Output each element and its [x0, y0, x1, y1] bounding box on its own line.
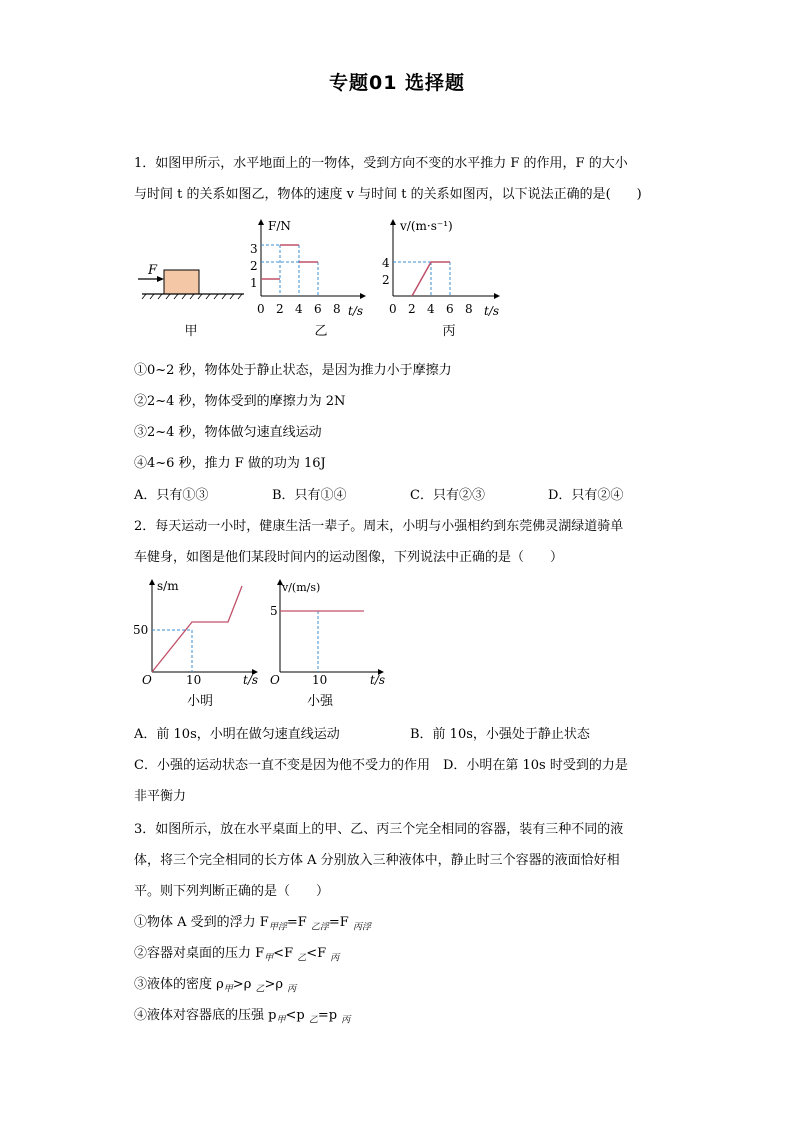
tick-x-4: 4 — [295, 302, 303, 316]
guide-lines — [261, 245, 318, 296]
tick-x-8: 8 — [465, 302, 473, 316]
caption-xiaoqiang: 小强 — [306, 694, 333, 709]
q1-figure-jia — [134, 260, 246, 306]
force-arrow-head — [157, 276, 164, 282]
tick-x-6: 6 — [314, 302, 322, 316]
q1-text-line1: 1．如图甲所示，水平地面上的一物体，受到方向不变的水平推力 F 的作用，F 的大小 — [134, 156, 628, 171]
q2-option-c-d[interactable]: C．小强的运动状态一直不变是因为他不受力的作用 D．小明在第 10s 时受到的力是 — [134, 758, 628, 773]
q2-figure-xiaoming — [130, 574, 262, 686]
y-axis-label: F/N — [268, 219, 291, 233]
force-graph — [261, 245, 318, 279]
tick-y-2: 2 — [250, 259, 258, 273]
q2-option-d-continued: 非平衡力 — [134, 789, 187, 804]
q1-option-c[interactable]: C．只有②③ — [410, 488, 485, 503]
x-arrow — [494, 293, 500, 299]
q2-option-b[interactable]: B．前 10s，小强处于静止状态 — [410, 727, 590, 742]
y-axis-label: s/m — [157, 579, 179, 593]
caption-bing: 丙 — [442, 324, 456, 339]
origin-label: O — [270, 673, 280, 686]
caption-yi: 乙 — [314, 324, 328, 339]
q1-option-a[interactable]: A．只有①③ — [134, 488, 209, 503]
q3-text-line2: 体，将三个完全相同的长方体 A 分别放入三种液体中，静止时三个容器的液面恰好相 — [134, 853, 620, 868]
q1-option-d[interactable]: D．只有②④ — [548, 488, 624, 503]
ground-hatch — [142, 294, 242, 299]
tick-y-2: 2 — [382, 273, 390, 287]
tick-x-8: 8 — [333, 302, 341, 316]
origin-label: O — [142, 673, 152, 686]
q3-statement-1: ①物体 A 受到的浮力 $F_{甲浮}=F$ $_{乙浮}$=F $_{丙浮}$ — [134, 915, 371, 933]
q3-text-line3: 平。则下列判断正确的是（ ） — [134, 884, 330, 899]
q3-statement-4: ④液体对容器底的压强 $p_甲<p$ $_乙$=p $_丙$ — [134, 1008, 351, 1026]
tick-x-6: 6 — [446, 302, 454, 316]
x-arrow — [360, 293, 366, 299]
block-a — [164, 270, 199, 294]
tick-x-0: 0 — [389, 302, 397, 316]
tick-y-1: 1 — [250, 276, 258, 290]
x-axis-label: t/s — [370, 673, 386, 686]
tick-x-2: 2 — [408, 302, 416, 316]
tick-x-2: 2 — [276, 302, 284, 316]
tick-x-4: 4 — [427, 302, 435, 316]
tick-y-4: 4 — [382, 256, 390, 270]
tick-x-10: 10 — [186, 673, 202, 686]
q2-figure-xiaoqiang — [262, 574, 388, 686]
q3-text-line1: 3．如图所示，放在水平桌面上的甲、乙、丙三个完全相同的容器，装有三种不同的液 — [134, 822, 624, 837]
q1-statement-4: ④4~6 秒，推力 F 做的功为 16J — [134, 456, 326, 471]
y-axis-label: v/(m/s) — [282, 581, 321, 594]
tick-y-5: 5 — [270, 604, 278, 618]
displacement-graph — [152, 586, 242, 672]
y-arrow — [390, 219, 396, 225]
q2-text-line1: 2．每天运动一小时，健康生活一辈子。周末，小明与小强相约到东莞佛灵湖绿道骑单 — [134, 519, 624, 534]
tick-y-3: 3 — [250, 242, 258, 256]
y-arrow — [258, 219, 264, 225]
q1-figure-bing — [380, 214, 506, 322]
caption-jia: 甲 — [184, 324, 198, 339]
tick-x-0: 0 — [257, 302, 265, 316]
page-title: 专题01 选择题 — [328, 72, 466, 94]
y-axis-label: v/(m·s⁻¹) — [400, 219, 453, 233]
q1-statement-1: ①0~2 秒，物体处于静止状态，是因为推力小于摩擦力 — [134, 363, 452, 378]
q2-option-a[interactable]: A．前 10s，小明在做匀速直线运动 — [134, 727, 340, 742]
tick-x-10: 10 — [312, 673, 328, 686]
q1-text-line2: 与时间 t 的关系如图乙，物体的速度 v 与时间 t 的关系如图丙，以下说法正确的是( ) — [134, 187, 642, 202]
y-arrow — [149, 579, 155, 585]
q1-option-b[interactable]: B．只有①④ — [272, 488, 347, 503]
q1-statement-3: ③2~4 秒，物体做匀速直线运动 — [134, 425, 322, 440]
x-axis-label: t/s — [484, 304, 500, 318]
guide-lines — [152, 630, 192, 672]
tick-y-50: 50 — [133, 623, 149, 637]
force-label: F — [148, 263, 158, 278]
caption-xiaoming: 小明 — [186, 694, 213, 709]
q2-text-line2: 车健身，如图是他们某段时间内的运动图像，下列说法中正确的是（ ） — [134, 550, 564, 565]
q3-statement-2: ②容器对桌面的压力 $F_甲<F$ $_乙$<F $_丙$ — [134, 946, 340, 964]
x-axis-label: t/s — [348, 304, 364, 318]
q1-statement-2: ②2~4 秒，物体受到的摩擦力为 2N — [134, 394, 346, 409]
q3-statement-3: ③液体的密度 $\rho_甲>\rho$ $_乙$>ρ $_丙$ — [134, 977, 297, 995]
x-axis-label: t/s — [243, 673, 259, 686]
q1-figure-yi — [248, 214, 368, 322]
